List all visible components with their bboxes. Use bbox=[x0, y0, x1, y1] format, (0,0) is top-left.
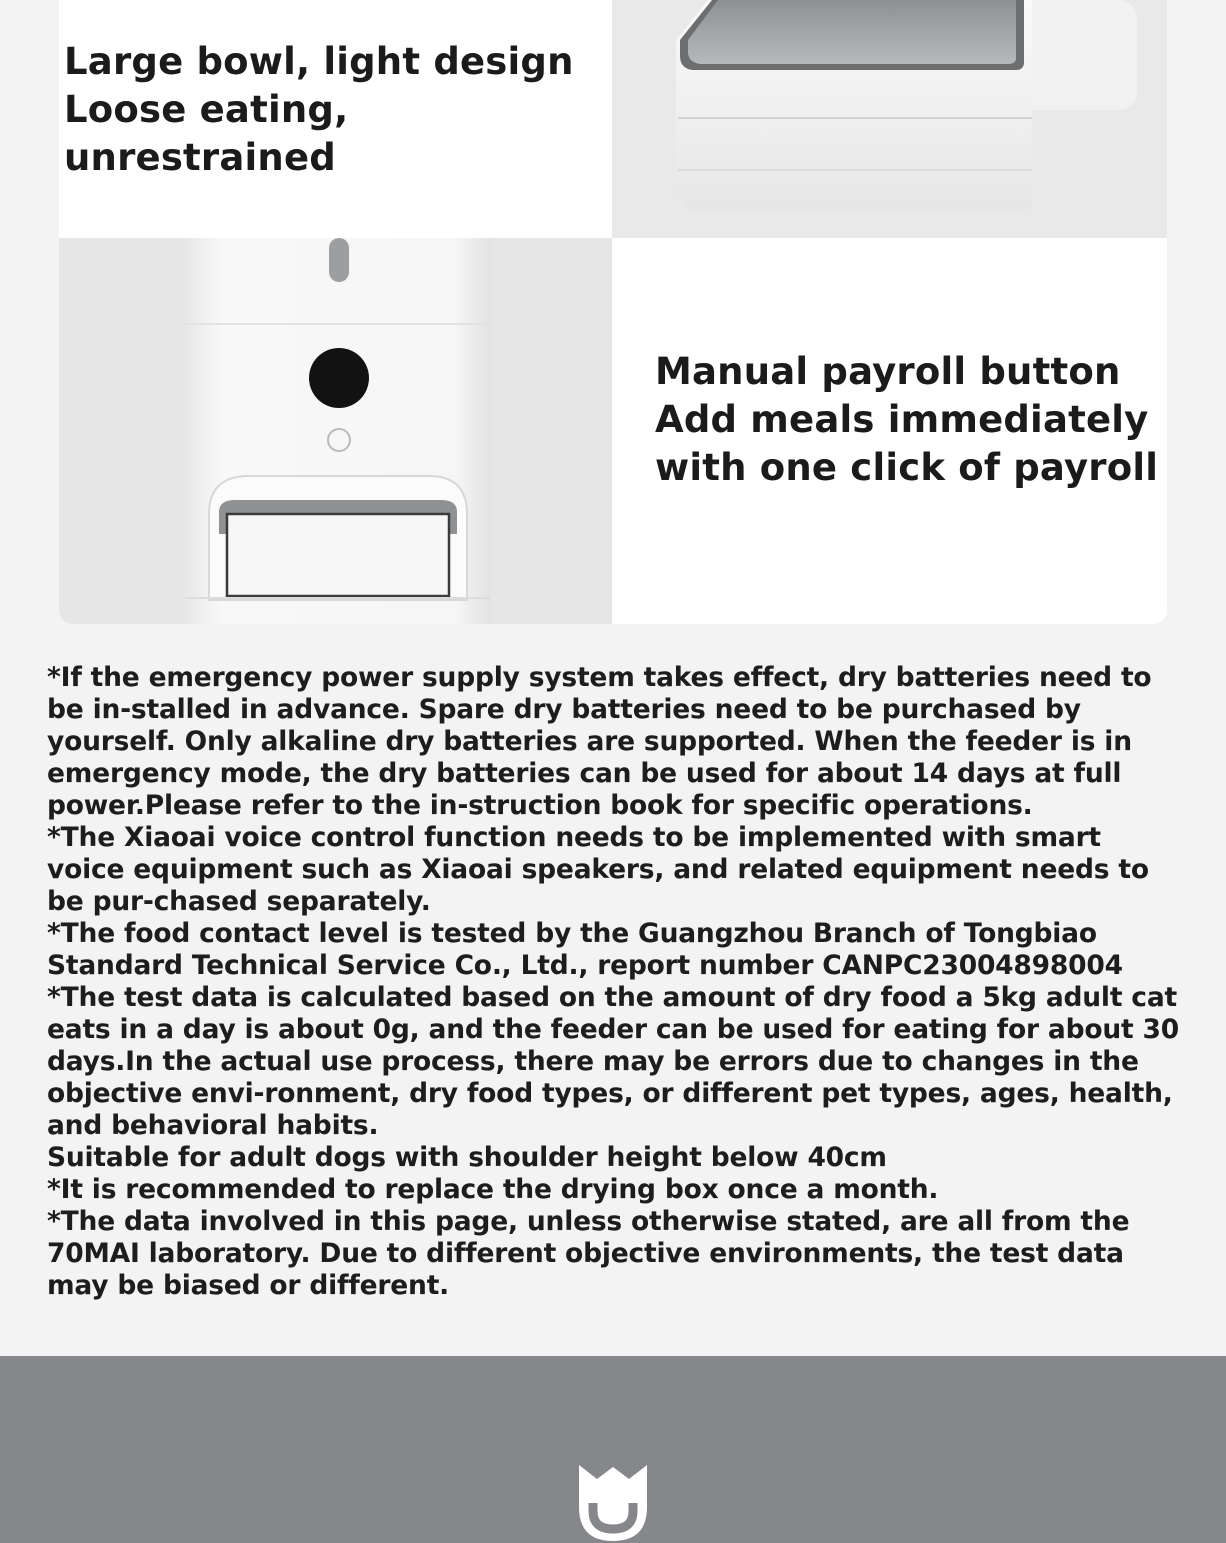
note-item: *The data involved in this page, unless otherwise stated, are all from the 70MAI laboratory. Due to different objective environments, the test data may be biased or different. bbox=[47, 1206, 1130, 1301]
mijia-logo-icon bbox=[575, 1463, 651, 1543]
feature-1-headline bbox=[64, 38, 612, 182]
note-item: *The food contact level is tested by the Guangzhou Branch of Tongbiao Standard Technical Service Co., Ltd., report number CANPC23004898004 bbox=[47, 918, 1123, 981]
bowl-photo bbox=[612, 0, 1167, 238]
note-item: Suitable for adult dogs with shoulder height below 40cm bbox=[47, 1142, 887, 1173]
feeder-button-photo bbox=[59, 238, 612, 624]
feeder-illustration bbox=[59, 238, 612, 624]
feature-2-text-panel bbox=[612, 238, 1167, 624]
note-item: *It is recommended to replace the drying box once a month. bbox=[47, 1174, 939, 1205]
feature-2-line-3: with one click of payroll bbox=[655, 446, 1159, 489]
note-item: *The test data is calculated based on the amount of dry food a 5kg adult cat eats in a day is about 0g, and the feeder can be used for eating for about 30 days.In the actual use process, there may be errors due to changes in the objective envi-ronment, dry food types, or different pet types, ages, health, and behavioral habits. bbox=[47, 982, 1180, 1141]
note-item: *The Xiaoai voice control function needs to be implemented with smart voice equipment such as Xiaoai speakers, and related equipment needs to be pur-chased separately. bbox=[47, 822, 1149, 917]
feature-2-line-1: Manual payroll button bbox=[655, 350, 1121, 393]
feature-grid bbox=[59, 0, 1167, 624]
bowl-illustration bbox=[612, 0, 1167, 238]
feature-1-line-1: Large bowl, light design bbox=[64, 40, 574, 83]
disclaimer-notes bbox=[47, 662, 1187, 1302]
feature-1-text-panel bbox=[59, 0, 612, 238]
feature-2-line-2: Add meals immediately bbox=[655, 398, 1149, 441]
footer-bar bbox=[0, 1356, 1226, 1543]
feature-2-headline bbox=[655, 348, 1158, 492]
feature-1-line-2: Loose eating, unrestrained bbox=[64, 88, 349, 179]
note-item: *If the emergency power supply system takes effect, dry batteries need to be in-stalled in advance. Spare dry batteries need to be purchased by yourself. Only alkaline dry batteries are supported. When the feeder is in emergency mode, the dry batteries can be used for about 14 days at full power.Please refer to the in-struction book for specific operations. bbox=[47, 662, 1152, 821]
